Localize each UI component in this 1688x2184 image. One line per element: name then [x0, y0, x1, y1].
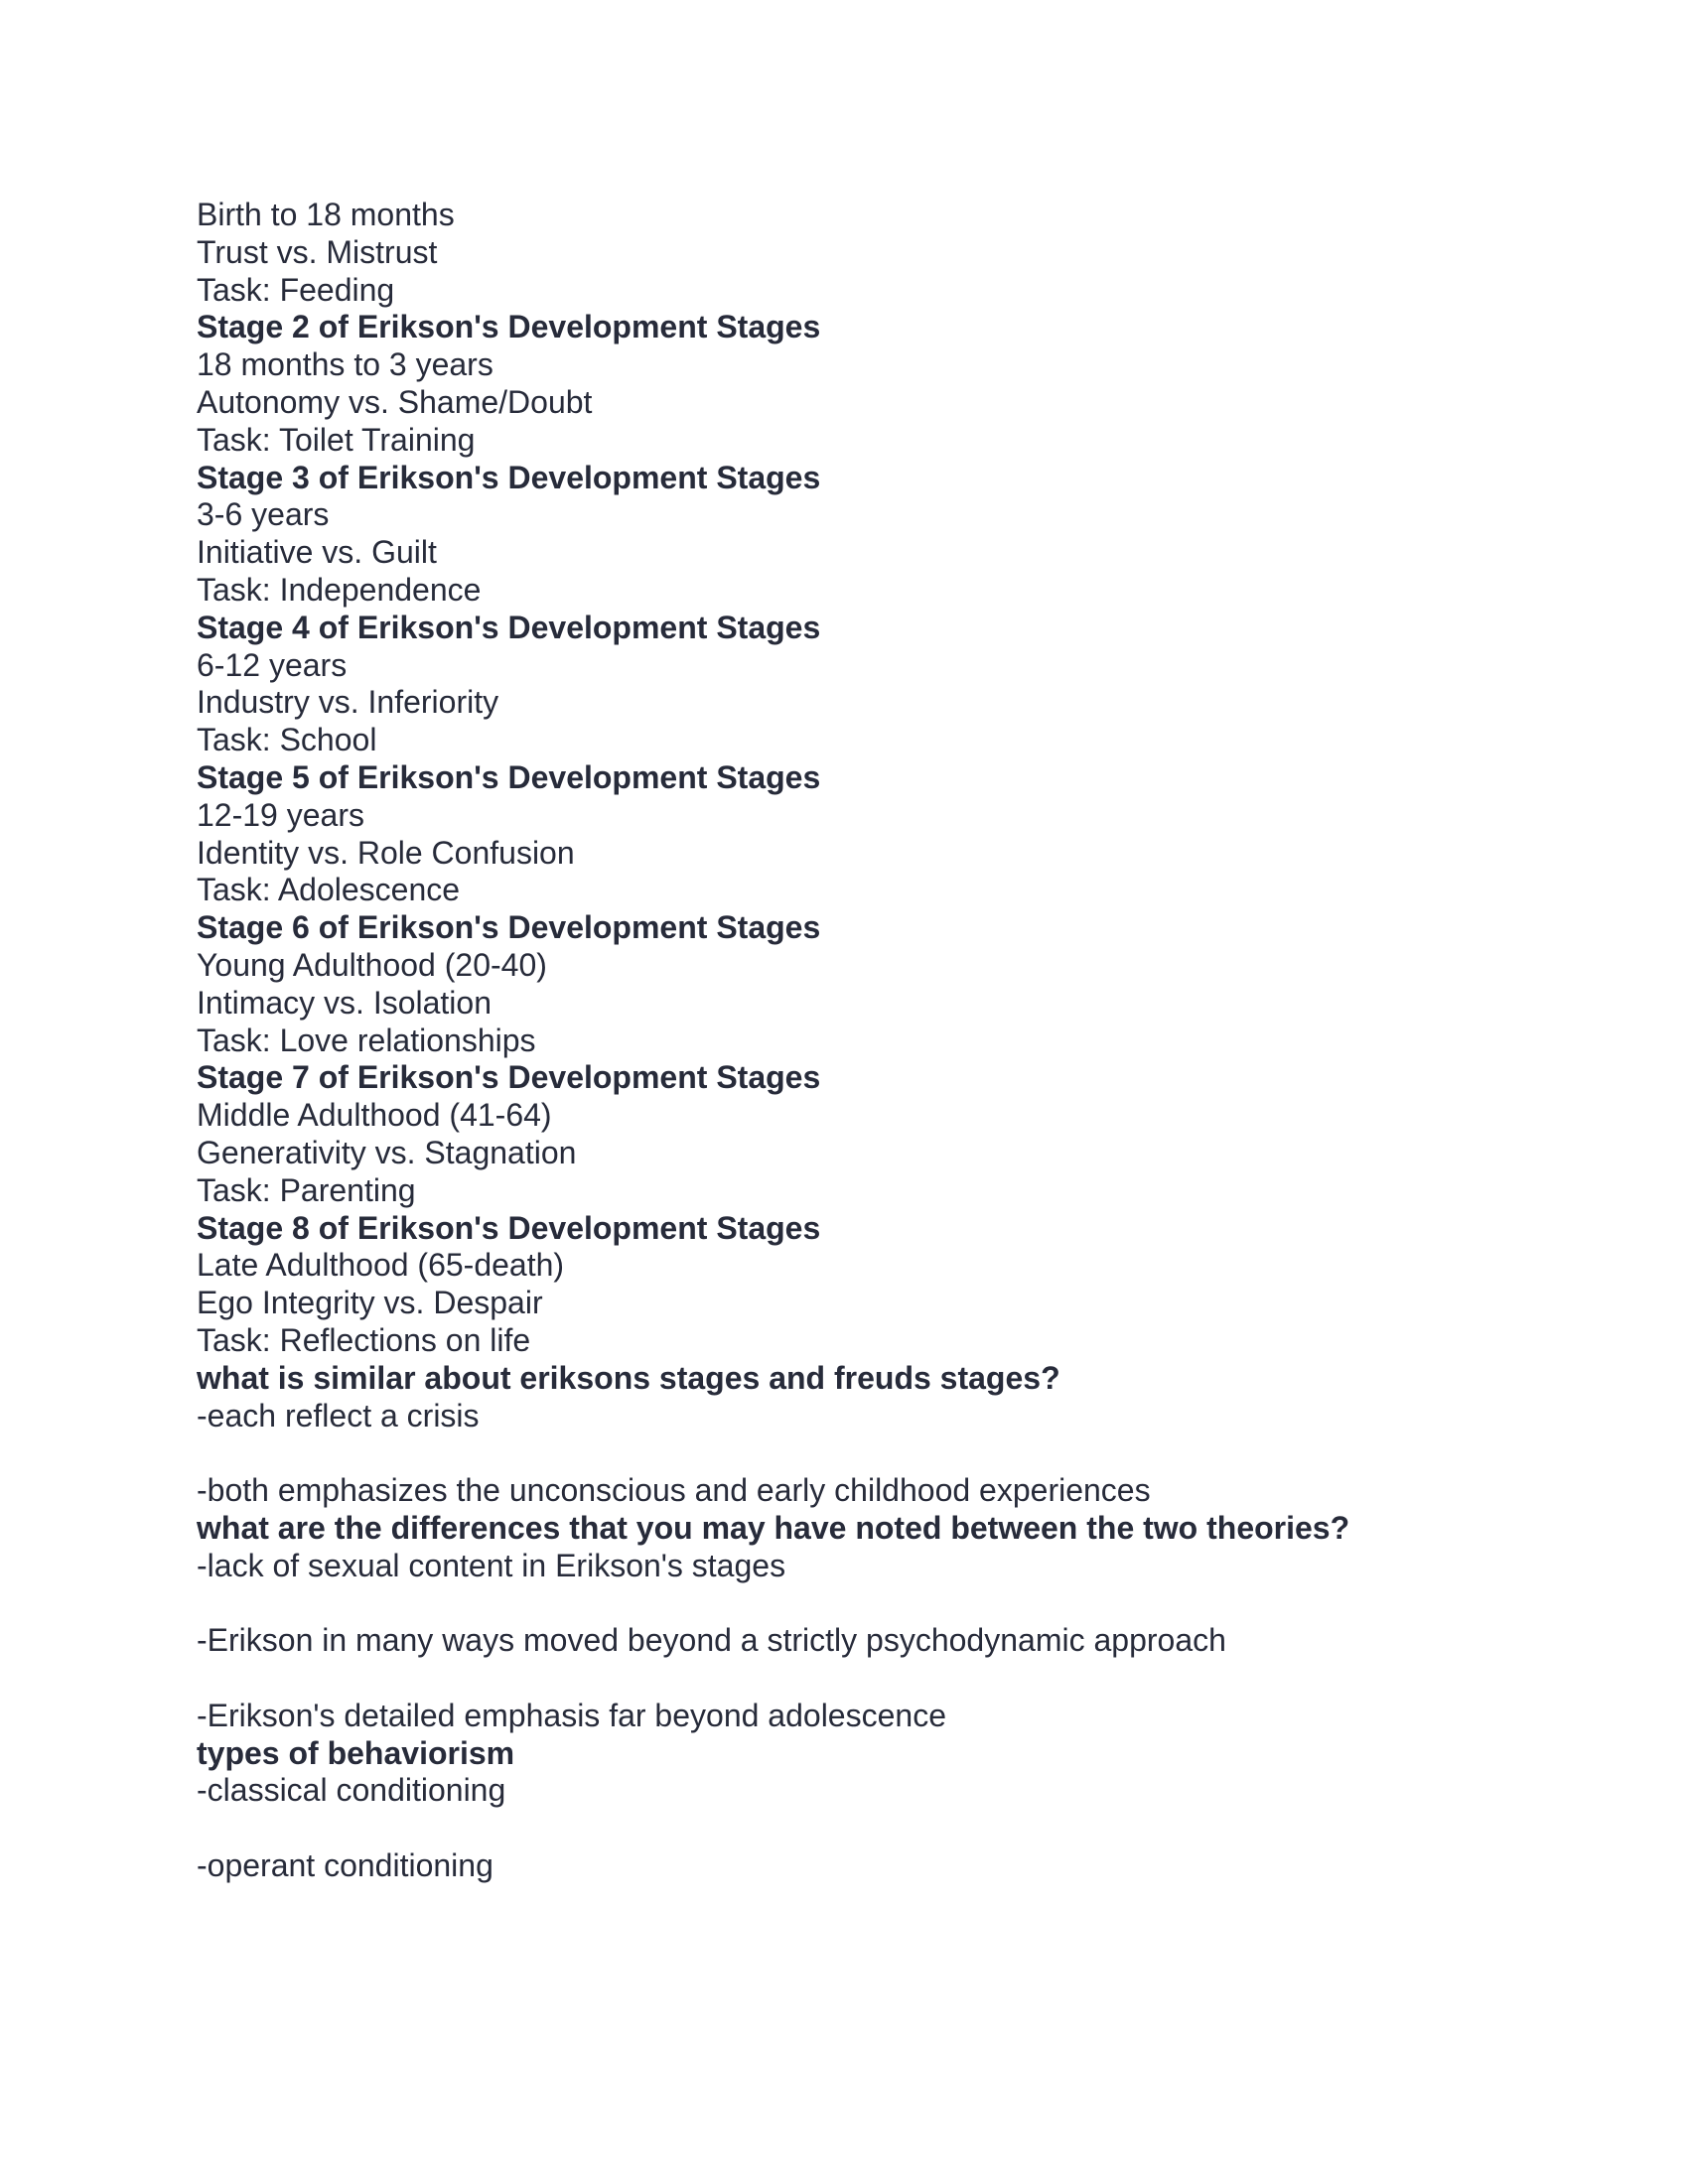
stage-2-block — [197, 309, 1537, 459]
stage-heading: Stage 2 of Erikson's Development Stages — [197, 309, 821, 345]
question-heading: types of behaviorism — [197, 1734, 515, 1771]
stage-3-block — [197, 460, 1537, 610]
blank-line — [197, 1434, 1537, 1472]
document-page — [197, 197, 1537, 1885]
stage-7-block — [197, 1059, 1537, 1209]
answer-item: -operant conditioning — [197, 1847, 493, 1884]
stage-age: Late Adulthood (65-death) — [197, 1247, 565, 1284]
stage-task: Task: Love relationships — [197, 1022, 536, 1058]
stage-8-block — [197, 1210, 1537, 1360]
stage-age: Middle Adulthood (41-64) — [197, 1097, 552, 1134]
answer-item: -lack of sexual content in Erikson's stages — [197, 1547, 786, 1583]
stage-task: Task: Adolescence — [197, 872, 461, 908]
answer-item: -each reflect a crisis — [197, 1397, 480, 1433]
question-heading: what are the differences that you may have noted between the two theories? — [197, 1509, 1350, 1546]
stage-age: 3-6 years — [197, 496, 330, 533]
answer-item: -Erikson in many ways moved beyond a strictly psychodynamic approach — [197, 1622, 1226, 1659]
stage-crisis: Industry vs. Inferiority — [197, 684, 499, 721]
stage-crisis: Generativity vs. Stagnation — [197, 1134, 577, 1170]
stage-age: 6-12 years — [197, 646, 348, 683]
question-behaviorism-block — [197, 1735, 1537, 1885]
question-differences-block — [197, 1510, 1537, 1735]
stage-task: Task: Toilet Training — [197, 421, 476, 458]
stage-heading: Stage 3 of Erikson's Development Stages — [197, 459, 821, 495]
question-heading: what is similar about eriksons stages and freuds stages? — [197, 1359, 1060, 1396]
stage-1-block — [197, 197, 1537, 309]
blank-line — [197, 1584, 1537, 1622]
stage-6-block — [197, 909, 1537, 1059]
stage-crisis: Intimacy vs. Isolation — [197, 984, 492, 1021]
stage-task: Task: School — [197, 722, 377, 758]
stage-crisis: Identity vs. Role Confusion — [197, 834, 575, 871]
stage-age: Birth to 18 months — [197, 197, 455, 232]
stage-task: Task: Independence — [197, 571, 482, 608]
stage-task: Task: Parenting — [197, 1171, 416, 1208]
stage-task: Task: Reflections on life — [197, 1321, 531, 1358]
stage-heading: Stage 8 of Erikson's Development Stages — [197, 1209, 821, 1246]
answer-item: -Erikson's detailed emphasis far beyond adolescence — [197, 1697, 946, 1733]
question-similarities-block — [197, 1360, 1537, 1510]
stage-crisis: Initiative vs. Guilt — [197, 534, 437, 571]
stage-heading: Stage 7 of Erikson's Development Stages — [197, 1059, 821, 1096]
stage-crisis: Ego Integrity vs. Despair — [197, 1285, 543, 1321]
stage-heading: Stage 5 of Erikson's Development Stages — [197, 758, 821, 795]
stage-4-block — [197, 610, 1537, 759]
stage-5-block — [197, 759, 1537, 909]
stage-age: 18 months to 3 years — [197, 346, 493, 383]
stage-heading: Stage 4 of Erikson's Development Stages — [197, 609, 821, 645]
stage-crisis: Trust vs. Mistrust — [197, 233, 438, 270]
answer-item: -both emphasizes the unconscious and early childhood experiences — [197, 1472, 1151, 1509]
blank-line — [197, 1660, 1537, 1698]
answer-item: -classical conditioning — [197, 1772, 506, 1809]
stage-age: 12-19 years — [197, 796, 364, 833]
stage-heading: Stage 6 of Erikson's Development Stages — [197, 909, 821, 946]
stage-task: Task: Feeding — [197, 271, 395, 308]
blank-line — [197, 1810, 1537, 1847]
stage-crisis: Autonomy vs. Shame/Doubt — [197, 383, 593, 420]
stage-age: Young Adulthood (20-40) — [197, 946, 547, 983]
